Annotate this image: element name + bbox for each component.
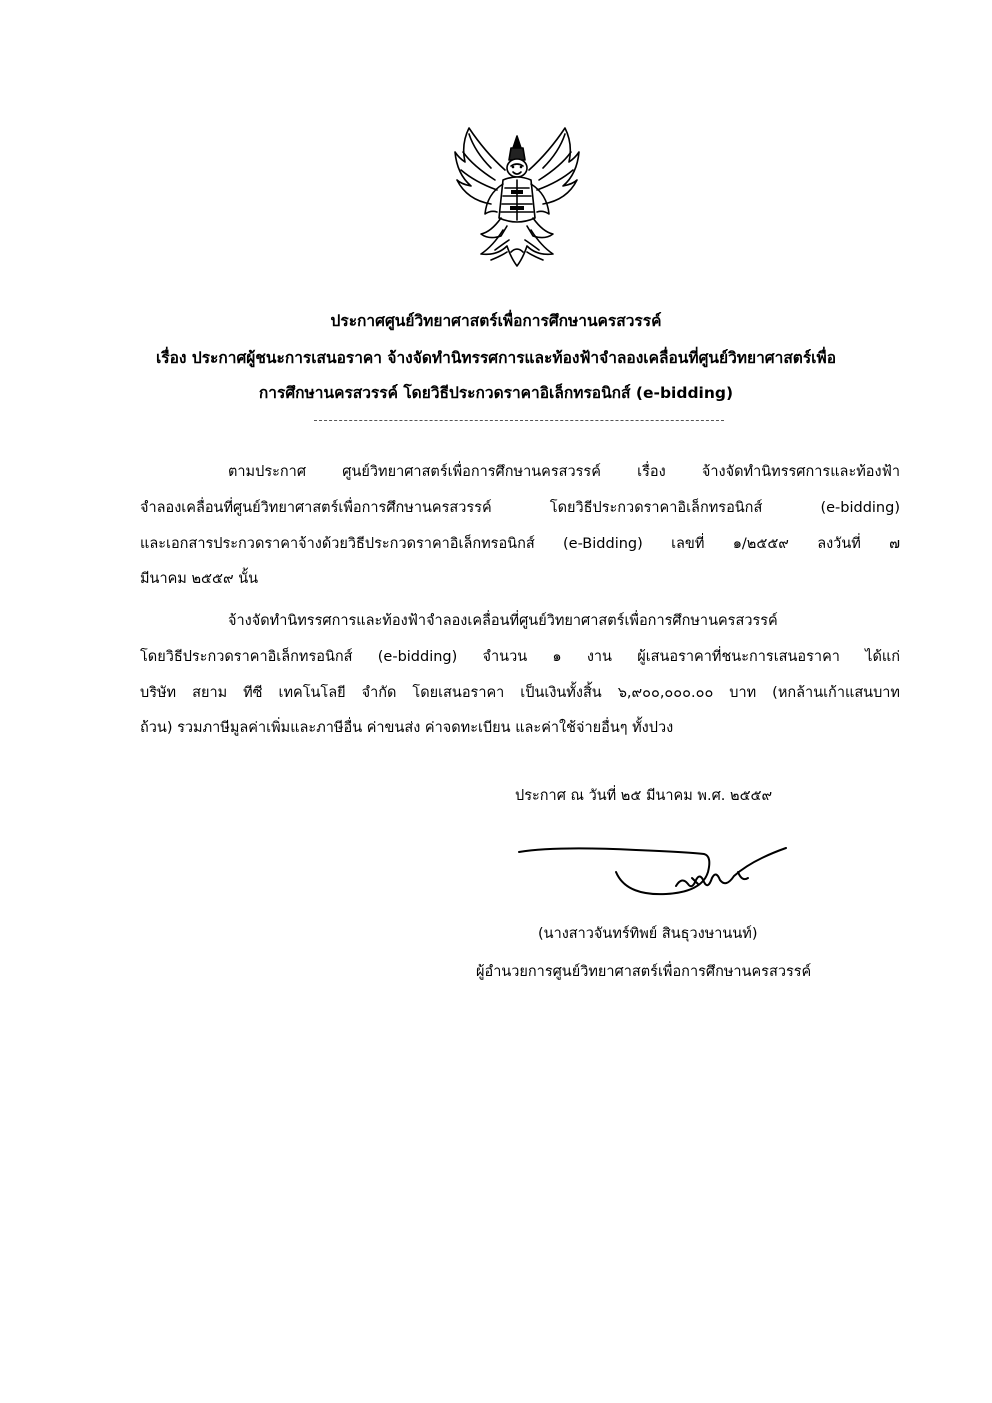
signer-title: ผู้อำนวยการศูนย์วิทยาศาสตร์เพื่อการศึกษานครสวรรค์ [476,964,812,980]
paragraph-1-line-2: จำลองเคลื่อนที่ศูนย์วิทยาศาสตร์เพื่อการศึกษานครสวรรค์ โดยวิธีประกวดราคาอิเล็กทรอนิกส์ (e-bidding) [140,500,900,516]
paragraph-2-line-4: ถ้วน) รวมภาษีมูลค่าเพิ่มและภาษีอื่น ค่าขนส่ง ค่าจดทะเบียน และค่าใช้จ่ายอื่นๆ ทั้งปวง [140,720,674,736]
paragraph-1-line-4: มีนาคม ๒๕๕๙ นั้น [140,571,259,587]
garuda-emblem-icon [451,122,583,268]
handwritten-signature [516,842,792,904]
paragraph-2-line-2: โดยวิธีประกวดราคาอิเล็กทรอนิกส์ (e-bidding) จำนวน ๑ งาน ผู้เสนอราคาที่ชนะการเสนอราคา ได้แก่ [140,649,900,665]
paragraph-2-line-1: จ้างจัดทำนิทรรศการและท้องฟ้าจำลองเคลื่อนที่ศูนย์วิทยาศาสตร์เพื่อการศึกษานครสวรรค์ [228,613,778,629]
heading-line-3: การศึกษานครสวรรค์ โดยวิธีประกวดราคาอิเล็กทรอนิกส์ (e-bidding) [258,384,734,402]
paragraph-2-line-3: บริษัท สยาม ทีซี เทคโนโลยี จำกัด โดยเสนอราคา เป็นเงินทั้งสิ้น ๖,๙๐๐,๐๐๐.๐๐ บาท (หกล้านเก้าแสนบาท [140,685,900,701]
heading-line-2: เรื่อง ประกาศผู้ชนะการเสนอราคา จ้างจัดทำนิทรรศการและท้องฟ้าจำลองเคลื่อนที่ศูนย์วิทยาศาสตร์เพื่อ [155,349,837,367]
heading-line-1: ประกาศศูนย์วิทยาศาสตร์เพื่อการศึกษานครสวรรค์ [330,312,662,330]
paragraph-1-line-1: ตามประกาศ ศูนย์วิทยาศาสตร์เพื่อการศึกษานครสวรรค์ เรื่อง จ้างจัดทำนิทรรศการและท้องฟ้า [228,464,900,480]
announcement-date: ประกาศ ณ วันที่ ๒๕ มีนาคม พ.ศ. ๒๕๕๙ [515,788,773,804]
signer-name: (นางสาวจันทร์ทิพย์ สินธุวงษานนท์) [538,926,758,942]
paragraph-1-line-3: และเอกสารประกวดราคาจ้างด้วยวิธีประกวดราคาอิเล็กทรอนิกส์ (e-Bidding) เลขที่ ๑/๒๕๕๙ ลงวันที่ ๗ [140,536,900,552]
heading-divider [314,420,724,421]
